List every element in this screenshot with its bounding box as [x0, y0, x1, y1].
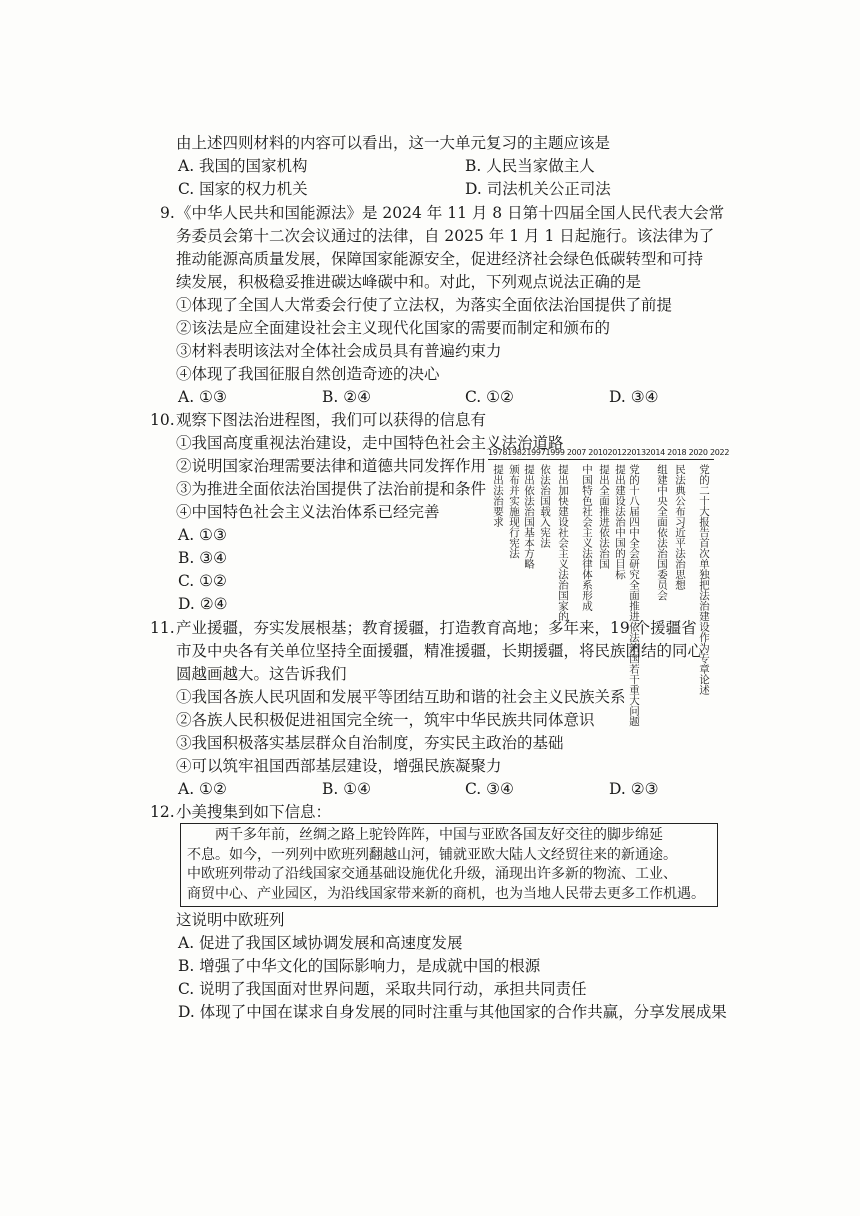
- q9-stem-line-1: 《中华人民共和国能源法》是 2024 年 11 月 8 日第十四届全国人民代表大会常: [176, 204, 725, 222]
- q8-option-c: C. 国家的权力机关: [178, 180, 308, 198]
- q11-number: 11.: [150, 619, 175, 637]
- q8-option-a: A. 我国的国家机构: [178, 157, 308, 175]
- q9-option-c: C. ①②: [465, 388, 514, 406]
- q10-option-b: B. ③④: [178, 549, 228, 567]
- q9-statement-3: ③材料表明该法对全体社会成员具有普遍约束力: [176, 342, 502, 360]
- timeline-years: 1978198219971999 2007 2010201220132014 2018 2020 2022: [488, 448, 730, 457]
- q12-material-line-2: 不息。如今，一列列中欧班列翻越山河，铺就亚欧大陆人文经贸往来的新通途。: [187, 846, 677, 863]
- q9-number: 9.: [160, 204, 175, 222]
- q9-option-d: D. ③④: [609, 388, 659, 406]
- q11-stem-line-1: 产业援疆，夯实发展根基；教育援疆，打造教育高地；多年来，19 个援疆省: [176, 619, 697, 637]
- q12-stem: 小美搜集到如下信息：: [176, 803, 332, 821]
- q12-option-a: A. 促进了我国区域协调发展和高速度发展: [178, 934, 463, 952]
- q12-option-c: C. 说明了我国面对世界问题，采取共同行动，承担共同责任: [178, 980, 587, 998]
- q9-option-b: B. ②④: [322, 388, 372, 406]
- q12-option-b: B. 增强了中华文化的国际影响力，是成就中国的根源: [178, 957, 541, 975]
- timeline-entry: 组建中央全面依法治国委员会: [656, 464, 668, 601]
- q11-statement-4: ④可以筑牢祖国西部基层建设，增强民族凝聚力: [176, 757, 502, 775]
- timeline-entry: 提出依法治国基本方略: [523, 464, 535, 569]
- q11-option-b: B. ①④: [322, 780, 372, 798]
- timeline-entry: 提出全面推进依法治国: [598, 464, 610, 569]
- q11-stem-line-2: 市及中央各有关单位坚持全面援疆，精准援疆，长期援疆，将民族团结的同心: [176, 642, 704, 660]
- timeline-entry: 依法治国载入宪法: [539, 464, 551, 548]
- timeline-entry: 党的十八届四中全会研究全面推进依法治国若干重大问题: [628, 464, 640, 727]
- q12-material-line-4: 商贸中心、产业园区，为沿线国家带来新的商机，也为当地人民带去更多工作机遇。: [187, 885, 705, 902]
- q10-option-d: D. ②④: [178, 595, 228, 613]
- timeline-entry: 提出加快建设社会主义法治国家的: [557, 464, 569, 622]
- q10-number: 10.: [150, 411, 175, 429]
- q11-statement-1: ①我国各族人民巩固和发展平等团结互助和谐的社会主义民族关系: [176, 688, 626, 706]
- q10-statement-1: ①我国高度重视法治建设，走中国特色社会主义法治道路: [176, 434, 564, 452]
- q9-stem-line-3: 推动能源高质量发展，保障国家能源安全，促进经济社会绿色低碳转型和可持: [176, 250, 704, 268]
- q9-stem-line-4: 续发展，积极稳妥推进碳达峰碳中和。对此，下列观点说法正确的是: [176, 273, 642, 291]
- rule-of-law-timeline: [488, 448, 730, 727]
- timeline-entry: 党的二十大报告首次单独把法治建设作为专章论述: [698, 464, 710, 695]
- timeline-axis: [488, 459, 714, 460]
- q9-statement-2: ②该法是应全面建设社会主义现代化国家的需要而制定和颁布的: [176, 319, 611, 337]
- q11-statement-3: ③我国积极落实基层群众自治制度，夯实民主政治的基础: [176, 734, 564, 752]
- q10-statement-4: ④中国特色社会主义法治体系已经完善: [176, 503, 440, 521]
- timeline-entry: 提出建设法治中国的目标: [614, 464, 626, 580]
- q8-stem: 由上述四则材料的内容可以看出，这一大单元复习的主题应该是: [176, 134, 611, 152]
- timeline-entry: 颁布并实施现行宪法: [508, 464, 520, 559]
- timeline-entry: 中国特色社会主义法律体系形成: [581, 464, 593, 611]
- q12-option-d: D. 体现了中国在谋求自身发展的同时注重与其他国家的合作共赢，分享发展成果: [178, 1003, 727, 1021]
- q12-material-line-1: 两千多年前，丝绸之路上驼铃阵阵，中国与亚欧各国友好交往的脚步绵延: [187, 827, 663, 843]
- q10-stem: 观察下图法治进程图，我们可以获得的信息有: [176, 411, 487, 429]
- q10-option-a: A. ①③: [178, 526, 227, 544]
- q12-question: 这说明中欧班列: [176, 911, 285, 929]
- q9-option-a: A. ①③: [178, 388, 227, 406]
- q11-stem-line-3: 圆越画越大。这告诉我们: [176, 665, 347, 683]
- q11-statement-2: ②各族人民积极促进祖国完全统一，筑牢中华民族共同体意识: [176, 711, 595, 729]
- q11-option-a: A. ①②: [178, 780, 227, 798]
- q12-material-line-3: 中欧班列带动了沿线国家交通基础设施优化升级，涌现出许多新的物流、工业、: [187, 866, 677, 882]
- q10-statement-2: ②说明国家治理需要法律和道德共同发挥作用: [176, 457, 487, 475]
- q8-option-d: D. 司法机关公正司法: [465, 180, 611, 198]
- q10-statement-3: ③为推进全面依法治国提供了法治前提和条件: [176, 480, 487, 498]
- q12-material-box: [180, 823, 718, 907]
- q8-option-b: B. 人民当家做主人: [465, 157, 595, 175]
- q9-stem-line-2: 务委员会第十二次会议通过的法律，自 2025 年 1 月 1 日起施行。该法律为了: [176, 227, 715, 245]
- q9-statement-4: ④体现了我国征服自然创造奇迹的决心: [176, 365, 440, 383]
- q11-option-c: C. ③④: [465, 780, 514, 798]
- q9-statement-1: ①体现了全国人大常委会行使了立法权，为落实全面依法治国提供了前提: [176, 296, 673, 314]
- timeline-entry: 民法典公布习近平法治思想: [674, 464, 686, 590]
- q11-option-d: D. ②③: [609, 780, 659, 798]
- q12-number: 12.: [150, 803, 175, 821]
- timeline-entry: 提出法治要求: [492, 464, 504, 527]
- q10-option-c: C. ①②: [178, 572, 227, 590]
